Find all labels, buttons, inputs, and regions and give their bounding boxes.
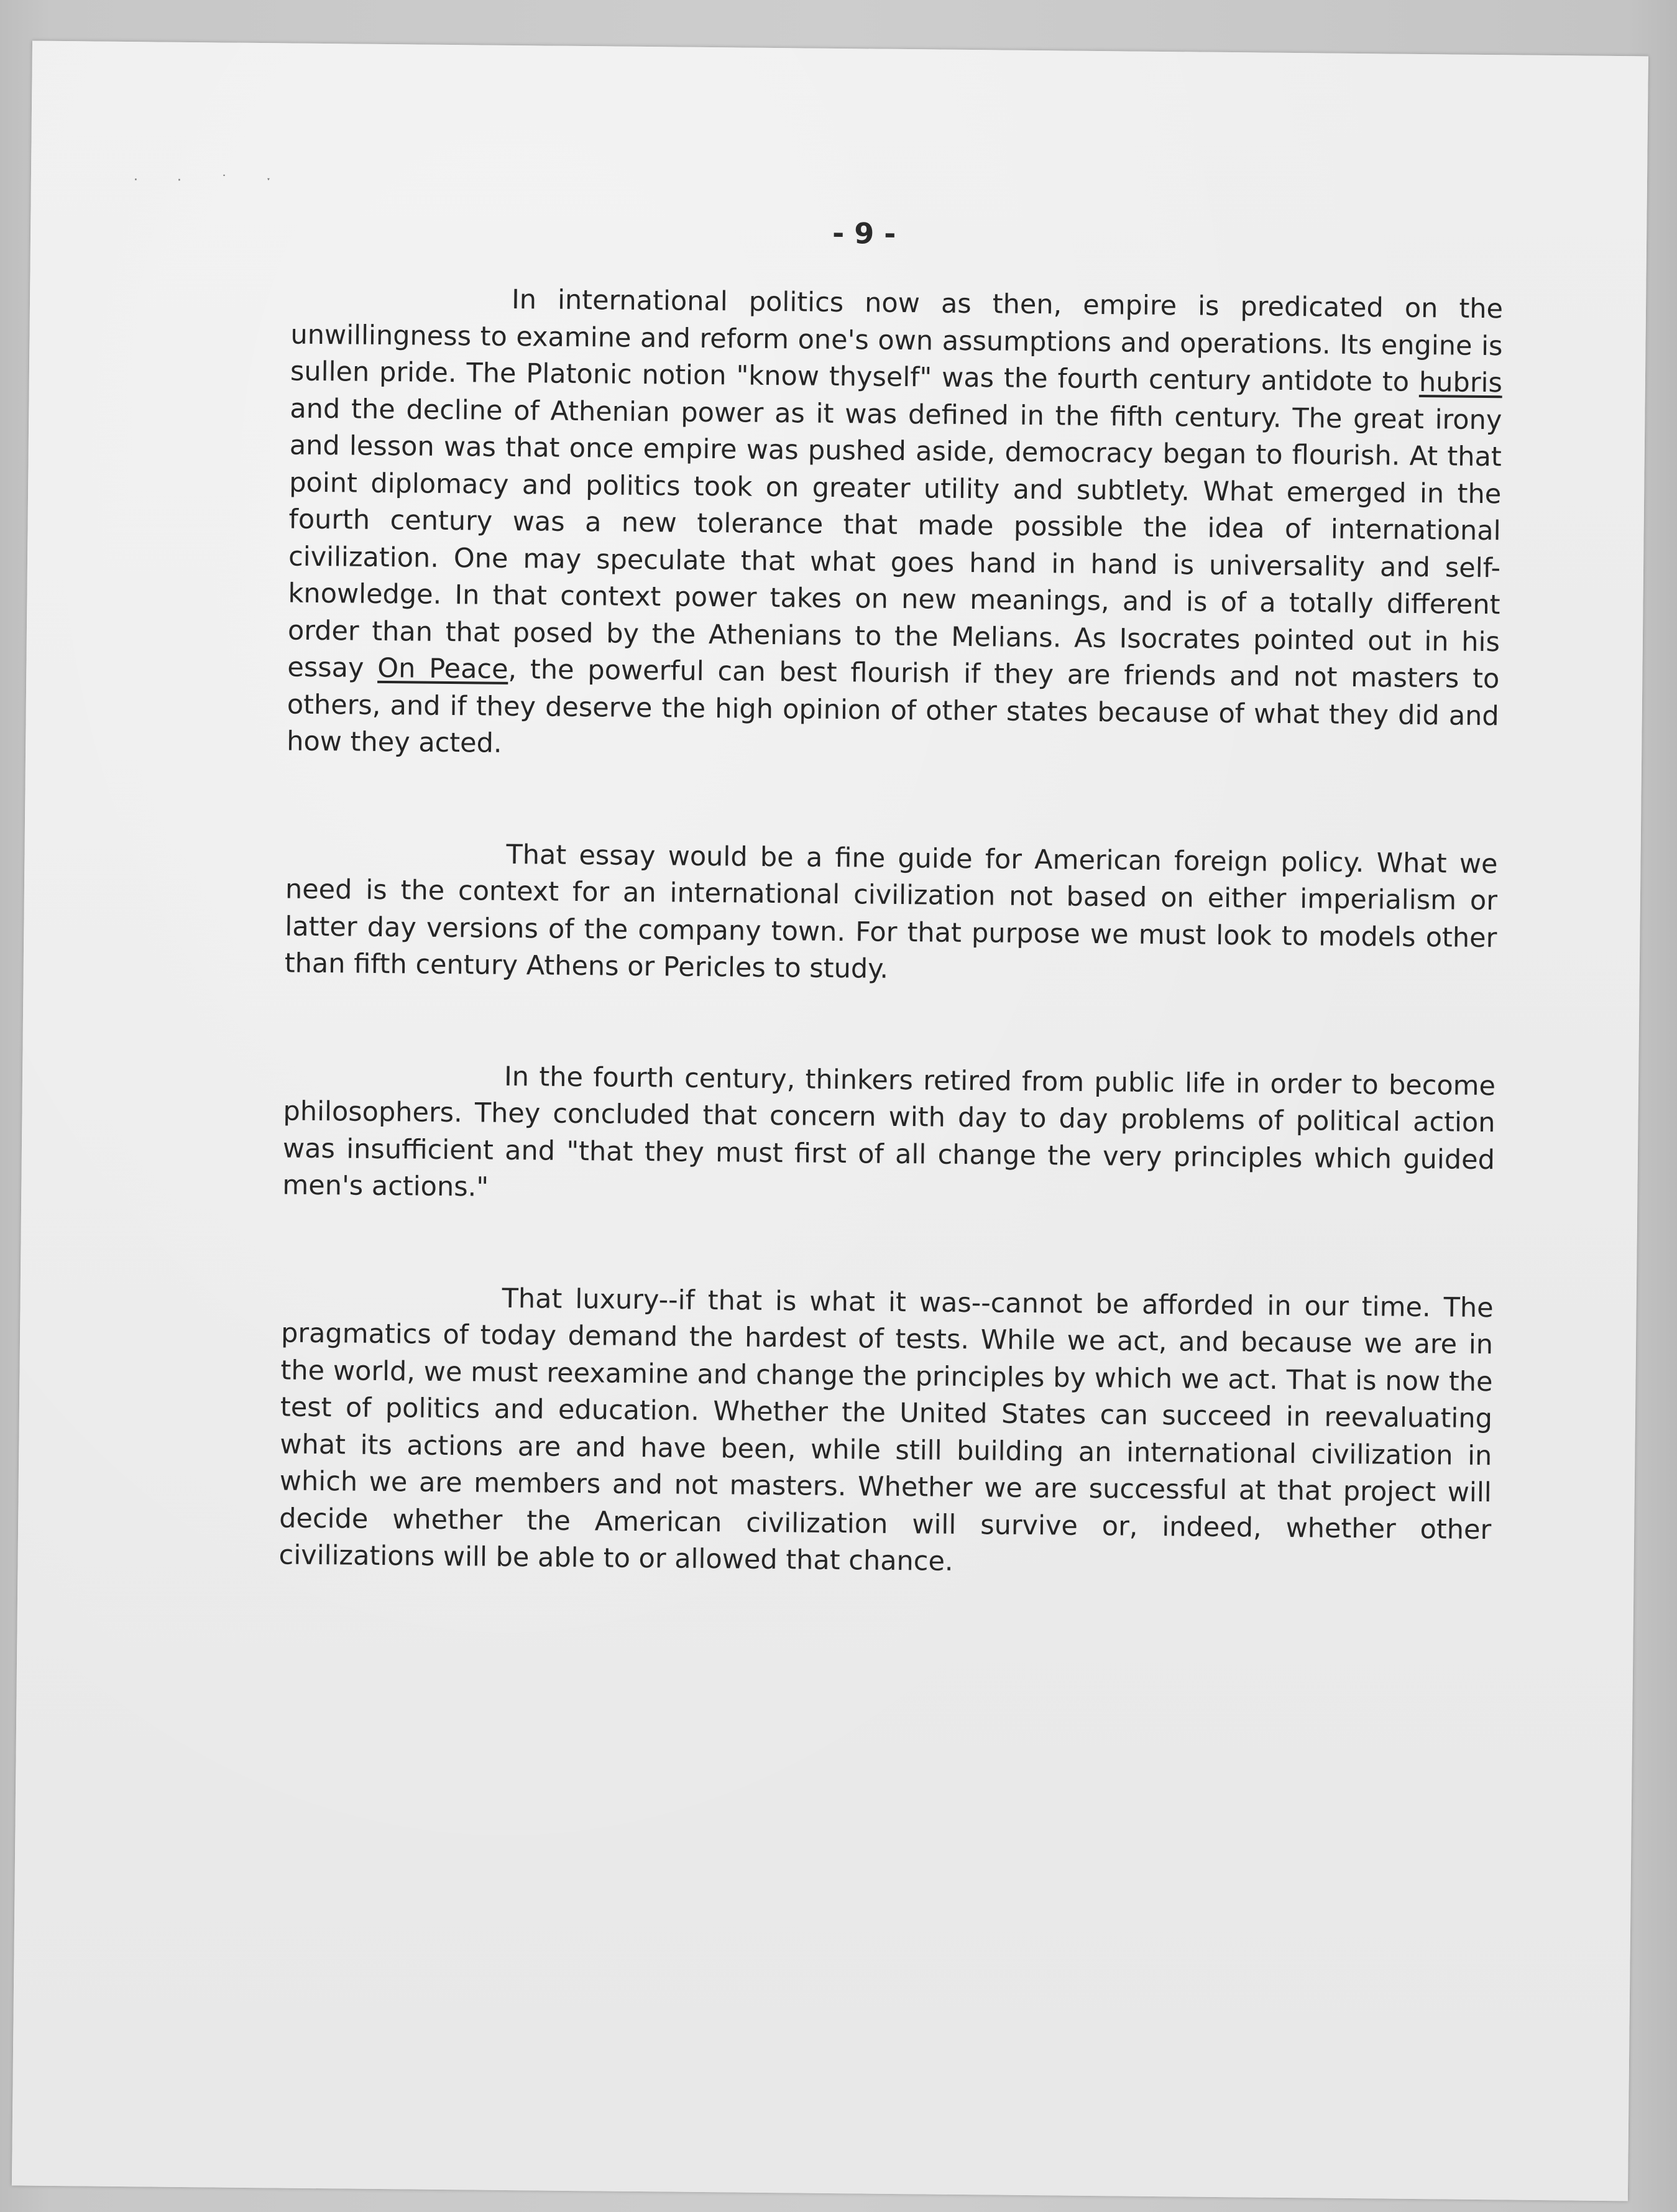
paragraph-1-text-b: and the decline of Athenian power as it was defined in the fifth century. The great irony and lesson was that once empire was pushed aside, democracy began to flourish. At that point diplomacy and politics took on greater utility and subtlety. What emerged in the fourth century was a new tolerance that made possible the idea of international civilization. One may speculate that what goes hand in hand is universality and self-knowledge. In that context power takes on new meanings, and is of a totally different order than that posed by the Athenians to the Melians. As Isocrates pointed out in his essay [287,393,1502,684]
paper-specks: · · ˙ ˑ [133,172,289,190]
document-page [12,41,1648,2201]
page-number: - 9 - [832,216,896,251]
paragraph-1-text-c: , the powerful can best flourish if they are friends and not masters to others, and if they deserve the high opinion of other states because of what they did and how they acted. [287,653,1500,759]
paragraph-1 [287,280,1503,772]
paragraph-4: That luxury--if that is what it was--cannot be afforded in our time. The pragmatics of today demand the hardest of tests. While we act, and because we are in the world, we must reexamine and change the principles by which we act. That is now the test of politics and education. Whether the United States can succeed in reevaluating what its actions are and have been, while still building an international civilization in which we are members and not masters. Whether we are successful at that project will decide whether the American civilization will survive or, indeed, whether other civilizations will be able to or allowed that chance. [278,1283,1494,1577]
paragraph-3: In the fourth century, thinkers retired from public life in order to become philosophers. They concluded that concern with day to day problems of political action was insufficient and "that they must first of all change the very principles which guided men's actions." [282,1061,1496,1203]
paragraph-2: That essay would be a fine guide for American foreign policy. What we need is the context for an international civilization not based on either imperialism or latter day versions of the company town. For that purpose we must look to models other than fifth century Athens or Pericles to study. [284,839,1498,985]
paragraph-1-text-a: In international politics now as then, empire is predicated on the unwillingness to examine and reform one's own assumptions and operations. Its engine is sullen pride. The Platonic notion "know thyself" was the fourth century antidote to [290,283,1504,398]
on-peace-title: On Peace [377,652,508,685]
document-body [278,280,1503,1586]
hubris-term: hubris [1418,366,1503,399]
